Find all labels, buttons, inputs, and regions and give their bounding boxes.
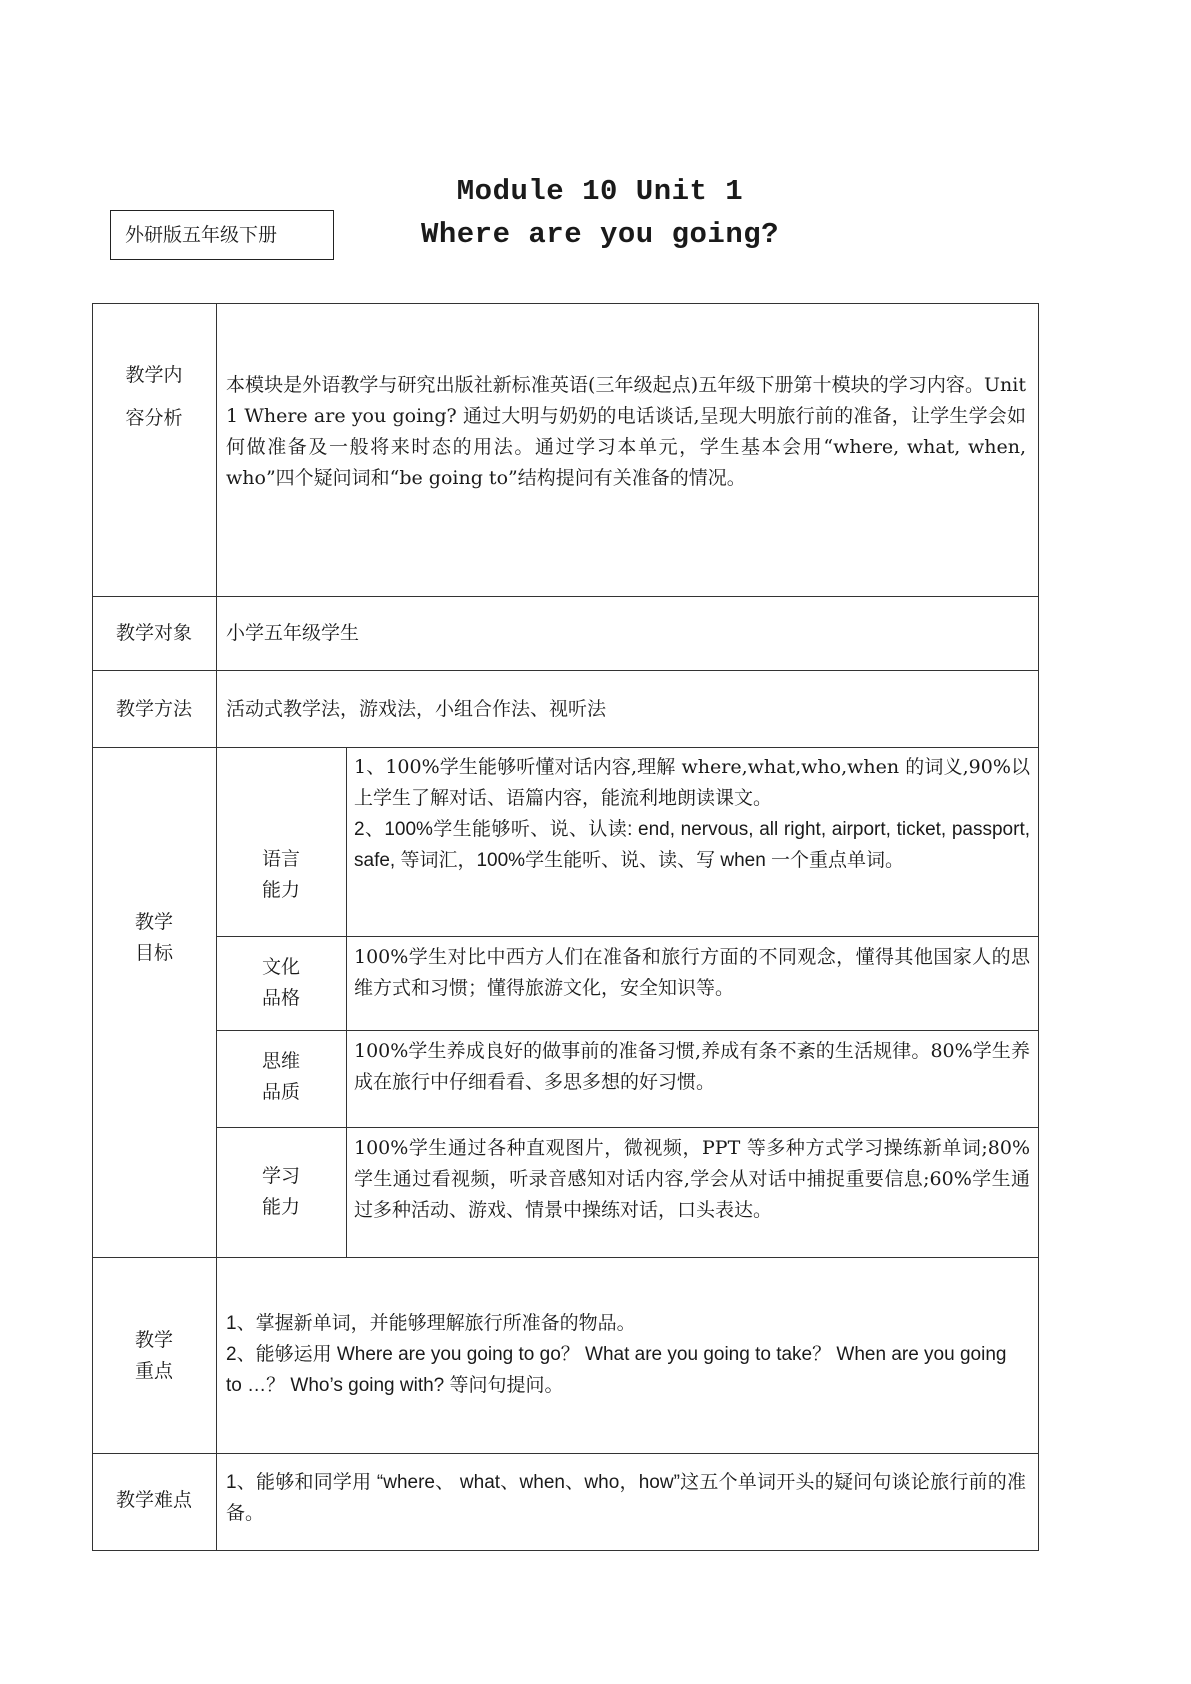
subrow-divider [216,1127,1039,1128]
goal-language-label: 语言 能力 [261,848,300,901]
key-points-text: 1、掌握新单词，并能够理解旅行所准备的物品。 2、能够运用 Where are you going to go？ What are you going to take？ When are you going to …？ Who’s going with? 等问句提问。 [226,1313,1007,1396]
goal-learning-label: 学习 能力 [261,1165,300,1218]
row-divider [92,1453,1039,1454]
label-column-divider [216,303,217,1551]
goals-label: 教学 目标 [134,911,173,964]
difficulties-text: 1、能够和同学用 “where、 what、when、who，how”这五个单词开头的疑问句谈论旅行前的准备。 [226,1472,1026,1524]
goal-culture-text: 100%学生对比中西方人们在准备和旅行方面的不同观念，懂得其他国家人的思维方式和习惯；懂得旅游文化，安全知识等。 [354,946,1030,999]
key-points-label: 教学 重点 [134,1329,173,1382]
audience-label: 教学对象 [115,622,192,644]
content-analysis-label: 教学内 容分析 [125,364,183,429]
document-title: Module 10 Unit 1 [456,175,744,208]
sublabel-column-divider [346,747,347,1257]
goal-language-text: 1、100%学生能够听懂对话内容,理解 where,what,who,when 的词义,90%以上学生了解对话、语篇内容，能流利地朗读课文。 2、100%学生能够听、说、认读: end, nervous, all right, airport, ticket, passport, safe, 等词汇，100%学生能听、说、读、写 when 一个重点单词。 [354,756,1030,871]
method-label: 教学方法 [115,698,192,720]
document-subtitle: Where are you going? [420,218,780,251]
goal-culture-label: 文化 品格 [261,956,300,1009]
subrow-divider [216,936,1039,937]
row-divider [92,747,1039,748]
subrow-divider [216,1030,1039,1031]
table-border-top [92,303,1039,304]
goal-thinking-text: 100%学生养成良好的做事前的准备习惯,养成有条不紊的生活规律。80%学生养成在旅行中仔细看看、多思多想的好习惯。 [354,1040,1030,1093]
goal-thinking-label: 思维 品质 [261,1050,300,1103]
table-border-right [1038,303,1039,1551]
edition-label: 外研版五年级下册 [110,210,334,260]
table-border-bottom [92,1550,1039,1551]
lesson-plan-table [92,303,1039,1551]
goal-learning-text: 100%学生通过各种直观图片，微视频，PPT 等多种方式学习操练新单词;80%学生通过看视频，听录音感知对话内容,学会从对话中捕捉重要信息;60%学生通过多种活动、游戏、情景中操练对话，口头表达。 [354,1137,1030,1221]
audience-text: 小学五年级学生 [226,622,360,644]
method-text: 活动式教学法，游戏法，小组合作法、视听法 [226,698,607,720]
difficulties-label: 教学难点 [115,1489,192,1511]
row-divider [92,1257,1039,1258]
row-divider [92,596,1039,597]
row-divider [92,670,1039,671]
content-analysis-text: 本模块是外语教学与研究出版社新标准英语(三年级起点)五年级下册第十模块的学习内容。Unit 1 Where are you going? 通过大明与奶奶的电话谈话,呈现大明旅行前的准备，让学生学会如何做准备及一般将来时态的用法。通过学习本单元，学生基本会用“where, what, when, who”四个疑问词和“be going to”结构提问有关准备的情况。 [226,374,1026,489]
